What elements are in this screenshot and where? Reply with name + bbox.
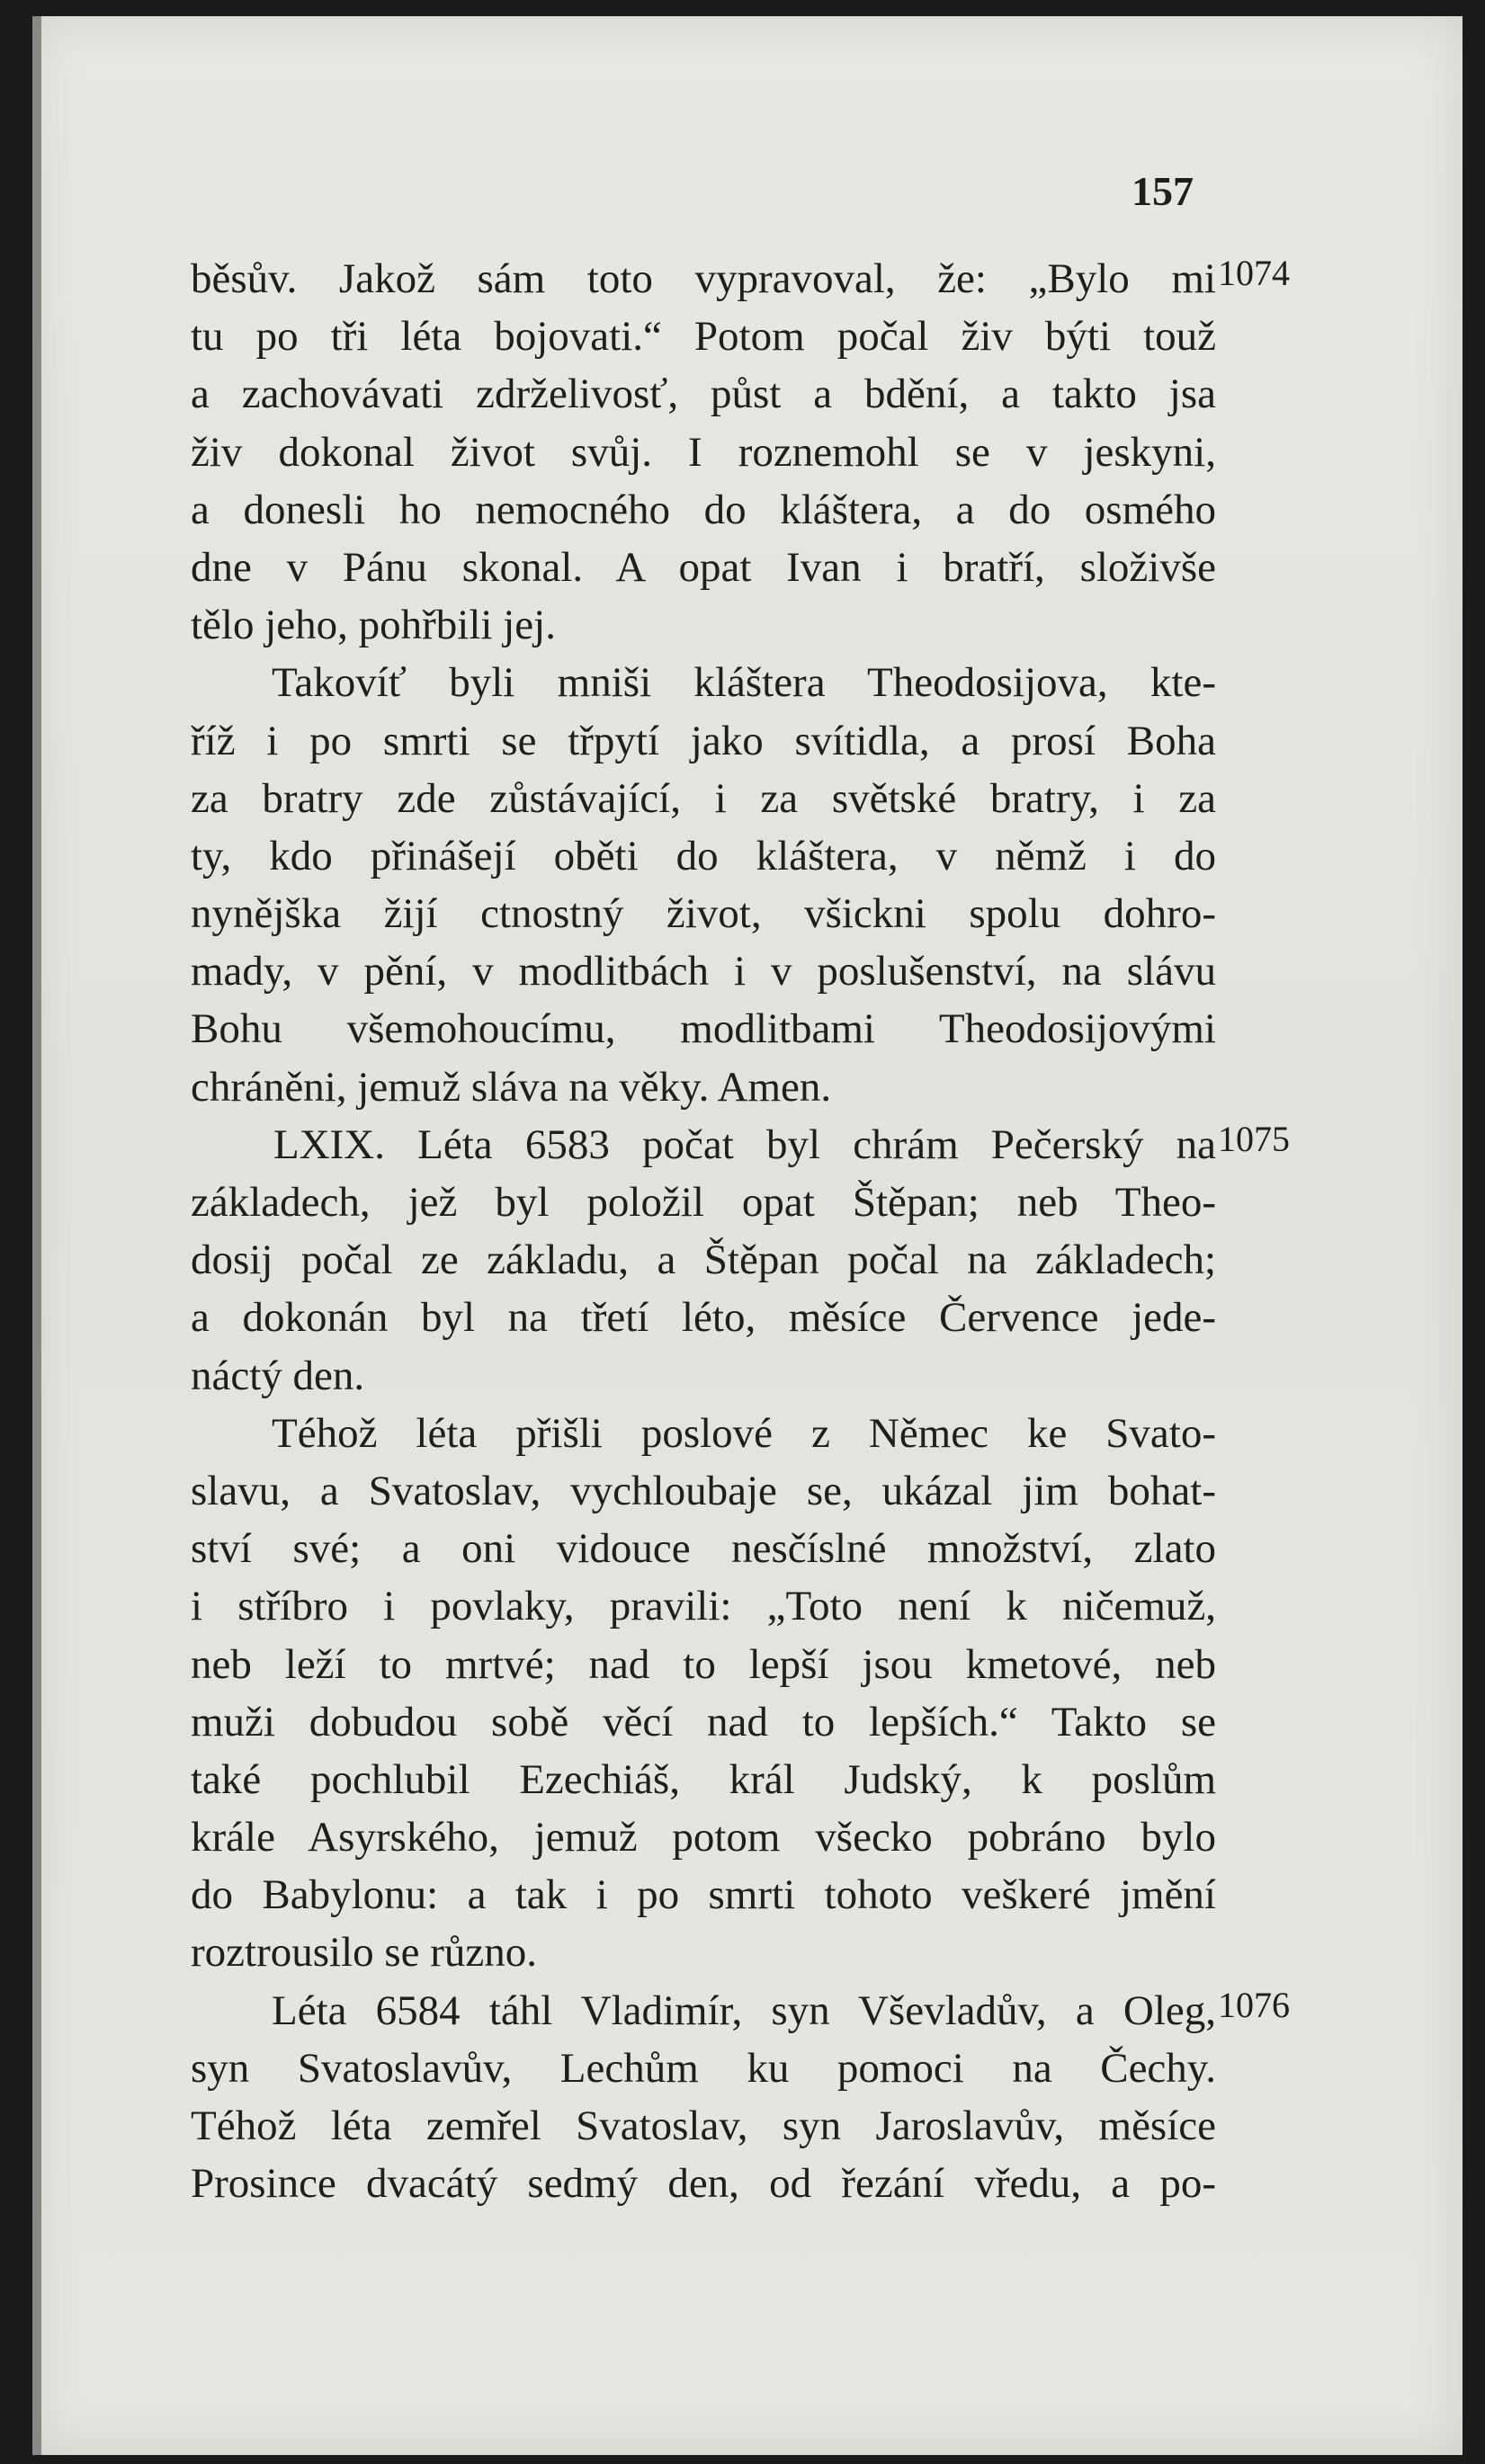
text-line: krále Asyrského, jemuž potom všecko pobráno bylo [191,1814,1216,1861]
text-line: a zachovávati zdrželivosť, půst a bdění, a takto jsa [191,370,1216,418]
text-line: dosij počal ze základu, a Štěpan počal na základech; [191,1236,1216,1284]
text-line: Takovíť byli mniši kláštera Theodosijova, kte- [272,659,1216,707]
text-line: slavu, a Svatoslav, vychloubaje se, ukázal jim bohat- [191,1467,1216,1514]
text-line: živ dokonal život svůj. I roznemohl se v jeskyni, [191,428,1216,476]
page-binding-edge [32,16,41,2455]
text-line: chráněni, jemuž sláva na věky. Amen. [191,1063,832,1111]
text-line: ství své; a oni vidouce nesčíslné množství, zlato [191,1525,1216,1573]
text-line: Prosince dvacátý sedmý den, od řezání vředu, a po- [191,2160,1216,2208]
margin-year: 1075 [1218,1119,1290,1159]
text-line: nynějška žijí ctnostný život, všickni spolu dohro- [191,890,1216,938]
text-line: do Babylonu: a tak i po smrti tohoto veškeré jmění [191,1871,1216,1919]
margin-year: 1074 [1218,253,1290,293]
text-line: LXIX. Léta 6583 počat byl chrám Pečerský na [273,1120,1216,1168]
text-line: a donesli ho nemocného do kláštera, a do osmého [191,486,1216,533]
text-line: za bratry zde zůstávající, i za světské bratry, i za [191,774,1216,822]
text-line: a dokonán byl na třetí léto, měsíce Července jede- [191,1294,1216,1342]
text-line: Léta 6584 táhl Vladimír, syn Vševladův, a Oleg, [272,1986,1216,2034]
text-line: tělo jeho, pohřbili jej. [191,602,556,649]
text-line: běsův. Jakož sám toto vypravoval, že: „Bylo mi [191,255,1216,302]
text-line: základech, jež byl položil opat Štěpan; neb Theo- [191,1179,1216,1226]
book-page [32,16,1463,2455]
text-line: Téhož léta přišli poslové z Němec ke Svato- [272,1409,1216,1457]
page-number: 157 [1132,168,1194,214]
text-line: náctý den. [191,1352,365,1399]
text-line: syn Svatoslavův, Lechům ku pomoci na Čechy. [191,2044,1216,2092]
text-line: také pochlubil Ezechiáš, král Judský, k poslům [191,1755,1216,1803]
text-line: i stříbro i povlaky, pravili: „Toto není k ničemuž, [191,1583,1216,1630]
margin-year: 1076 [1218,1985,1290,2025]
text-line: Bohu všemohoucímu, modlitbami Theodosijovými [191,1005,1216,1053]
text-line: mady, v pění, v modlitbách i v poslušenství, na slávu [191,948,1216,995]
text-line: roztrousilo se různo. [191,1929,538,1977]
text-line: dne v Pánu skonal. A opat Ivan i bratří, složivše [191,543,1216,591]
text-line: tu po tři léta bojovati.“ Potom počal živ býti touž [191,313,1216,361]
body-text [191,250,1216,2212]
text-line: neb leží to mrtvé; nad to lepší jsou kmetové, neb [191,1640,1216,1688]
text-line: Téhož léta zemřel Svatoslav, syn Jaroslavův, měsíce [191,2102,1216,2149]
text-line: ty, kdo přinášejí oběti do kláštera, v němž i do [191,832,1216,879]
text-line: muži dobudou sobě věcí nad to lepších.“ Takto se [191,1698,1216,1745]
text-line: říž i po smrti se třpytí jako svítidla, a prosí Boha [191,717,1216,764]
